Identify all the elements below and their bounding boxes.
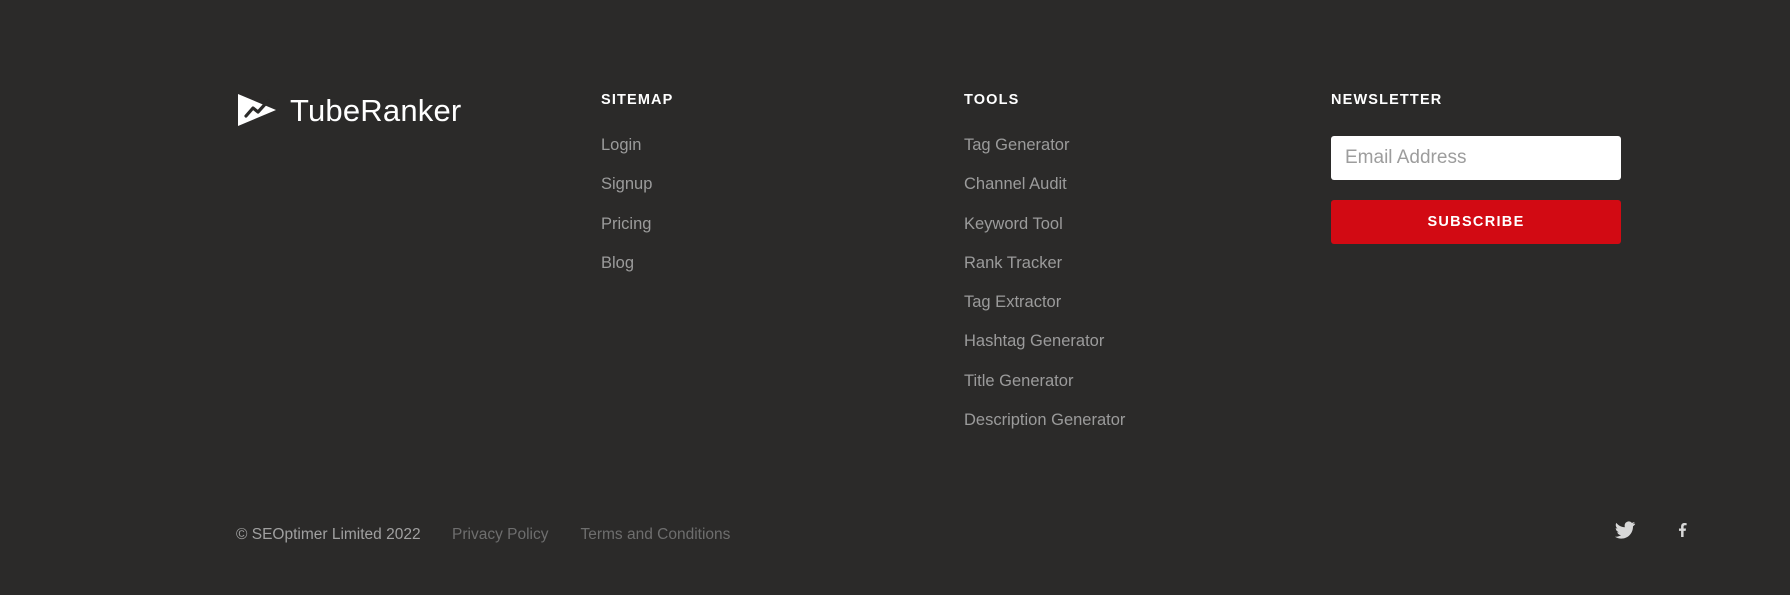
list-item <box>964 293 1125 313</box>
newsletter-heading: NEWSLETTER <box>1331 92 1443 108</box>
list-item <box>964 175 1125 195</box>
tools-link-channel-audit[interactable]: Channel Audit <box>964 175 1067 194</box>
terms-and-conditions-link[interactable]: Terms and Conditions <box>580 526 731 543</box>
tools-link-keyword-tool[interactable]: Keyword Tool <box>964 214 1063 233</box>
tools-link-rank-tracker[interactable]: Rank Tracker <box>964 253 1063 272</box>
twitter-icon[interactable] <box>1614 518 1636 542</box>
brand[interactable] <box>236 90 461 130</box>
email-field[interactable] <box>1331 136 1621 180</box>
sitemap-link-list <box>601 136 674 274</box>
list-item <box>601 254 674 274</box>
tools-link-list <box>964 136 1125 431</box>
footer-column-tools <box>964 92 1125 450</box>
sitemap-link-login[interactable]: Login <box>601 136 642 154</box>
list-item <box>601 136 674 156</box>
social-links <box>1614 518 1694 542</box>
list-item <box>964 372 1125 392</box>
play-chart-logo-icon <box>236 90 280 130</box>
list-item <box>601 215 674 235</box>
list-item <box>601 175 674 195</box>
sitemap-link-signup[interactable]: Signup <box>601 175 653 194</box>
footer-bottom-bar <box>0 500 1790 595</box>
footer-column-newsletter <box>1331 92 1621 244</box>
legal-links <box>452 526 730 544</box>
footer-column-sitemap <box>601 92 674 293</box>
subscribe-button[interactable]: SUBSCRIBE <box>1331 200 1621 244</box>
copyright-text: © SEOptimer Limited 2022 <box>236 526 421 543</box>
tools-link-tag-extractor[interactable]: Tag Extractor <box>964 293 1062 312</box>
list-item <box>964 332 1125 352</box>
facebook-icon[interactable] <box>1672 518 1694 542</box>
sitemap-link-blog[interactable]: Blog <box>601 253 635 272</box>
sitemap-heading: SITEMAP <box>601 92 674 108</box>
list-item <box>964 136 1125 156</box>
tools-link-tag-generator[interactable]: Tag Generator <box>964 136 1070 154</box>
list-item <box>964 411 1125 431</box>
tools-link-hashtag-generator[interactable]: Hashtag Generator <box>964 332 1105 351</box>
list-item <box>964 215 1125 235</box>
sitemap-link-pricing[interactable]: Pricing <box>601 214 652 233</box>
tools-link-title-generator[interactable]: Title Generator <box>964 371 1074 390</box>
brand-name: TubeRanker <box>290 92 462 128</box>
privacy-policy-link[interactable]: Privacy Policy <box>452 526 549 543</box>
tools-link-description-generator[interactable]: Description Generator <box>964 411 1126 430</box>
list-item <box>964 254 1125 274</box>
tools-heading: TOOLS <box>964 92 1020 108</box>
newsletter-form <box>1331 136 1621 244</box>
